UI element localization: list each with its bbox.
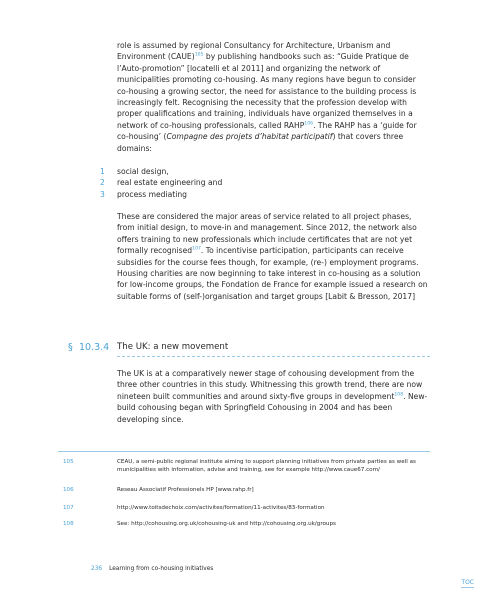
list-number: 1 — [100, 167, 105, 176]
list-number: 2 — [100, 178, 105, 188]
list-text: social design, — [117, 167, 169, 176]
domains-list — [100, 166, 430, 200]
section-heading — [68, 342, 430, 360]
section-rule — [117, 356, 430, 357]
footnote-number: 107 — [63, 505, 74, 511]
list-item — [100, 189, 430, 200]
toc-link[interactable] — [461, 579, 474, 588]
footnote-ref-108[interactable]: 108 — [394, 392, 404, 398]
list-item — [100, 177, 430, 188]
emphasis-guide-title: Compagne des projets d’habitat participatif — [166, 132, 333, 142]
paragraph-uk: The UK is at a comparatively newer stage of cohousing development from the three other countries in this study. Whitnessing this growth trend, there are now nineteen built communities and around sixty-five groups in development$^{108}$. New-build cohousing began with Springfield Cohousing in 2004 and has been developing since. — [117, 369, 428, 424]
section-number: 10.3.4 — [79, 342, 110, 353]
footnote-divider — [58, 451, 430, 452]
section-sign: § — [68, 342, 73, 353]
footnote-ref-107[interactable]: 107 — [192, 246, 201, 252]
list-number: 3 — [100, 189, 105, 199]
paragraph-training: These are considered the major areas of service related to all project phases, from initial design, to move-in and management. Since 2012, the network also offers training to new professionals which include certificates that are not yet formally recognised$^{107}$. To incentivise participation, participants can receive subsidies for the course fees though, for example, (re-) employment programs. Housing charities are now beginning to take interest in co-housing as a solution for low-income groups, the Fondation de France for example issued a research on suitable forms of (self-)organisation and target groups [Labit & Bresson, 2017] — [117, 212, 428, 301]
toc-label: TOC — [461, 579, 474, 586]
page-footer — [91, 566, 213, 572]
footnote-ref-105[interactable]: 105 — [194, 52, 204, 58]
list-item — [100, 166, 430, 177]
list-text: process mediating — [117, 189, 187, 199]
footnote-number: 105 — [63, 459, 74, 465]
paragraph-caue: role is assumed by regional Consultancy for Architecture, Urbanism and Environment (CAUE)$^{105}$ by publishing handbooks such as: “Guide Pratique de l’Auto-promotion” [locatelli et al 2011] and organizing the network of municipalities promoting co-housing. As many regions have begun to consider co-housing a growing sector, the need for assistance to the building process is increasingly felt. Recognising the necessity that the profession develop with proper qualifications and training, individuals have organized themselves in a network of co-housing professionals, called RAHP$^{106}$. The RAHP has a ‘guide for co-housing’ (Compagne des projets d’habitat participatif) that covers three domains: — [117, 41, 417, 153]
footnote-ref-106[interactable]: 106 — [304, 121, 314, 127]
page-number: 236 — [91, 566, 103, 572]
footnote-number: 106 — [63, 487, 74, 493]
footnote-text: CEAU, a semi-public regional institute aiming to support planning initiatives from private parties as well as municipalities with information, advise and training, see for example http://www.caue67.com/ — [117, 459, 416, 473]
footnote-text: Reseau Associatif Professionels HP [www.rahp.fr] — [117, 487, 254, 493]
running-title: Learning from co-housing initiatives — [109, 566, 214, 572]
footnote-number: 108 — [63, 521, 74, 527]
footnote-text[interactable]: See: http://cohousing.org.uk/cohousing-uk and http://cohousing.org.uk/groups — [117, 521, 336, 527]
list-text: real estate engineering and — [117, 178, 223, 188]
section-title: The UK: a new movement — [117, 342, 229, 352]
footnote-text[interactable]: http://www.toitsdechoix.com/activites/formation/11-activites/83-formation — [117, 505, 325, 511]
toc-underline — [461, 587, 474, 588]
